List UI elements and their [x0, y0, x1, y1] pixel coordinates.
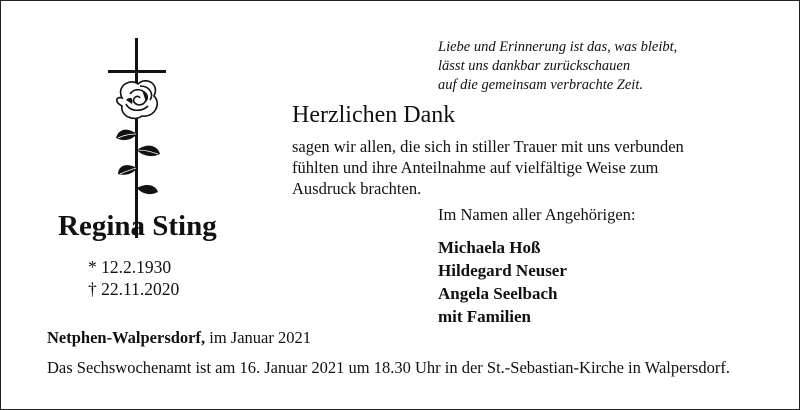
place-date: [47, 328, 311, 348]
signoff: Im Namen aller Angehörigen:: [438, 205, 636, 224]
thanks-body: [292, 136, 684, 199]
deceased-name: Regina Sting: [58, 210, 217, 242]
body-line: Ausdruck brachten.: [292, 179, 422, 198]
cross-rose-icon: [96, 38, 180, 238]
life-dates: [88, 256, 179, 300]
body-line: fühlten und ihre Anteilnahme auf vielfältige Weise zum: [292, 158, 659, 177]
body-line: sagen wir allen, die sich in stiller Trauer mit uns verbunden: [292, 137, 684, 156]
poem-line: auf die gemeinsam verbrachte Zeit.: [438, 77, 643, 93]
family-name: Michaela Hoß: [438, 238, 541, 257]
service-announcement: Das Sechswochenamt ist am 16. Januar 2021 um 18.30 Uhr in der St.-Sebastian-Kirche in Walpersdorf.: [47, 358, 730, 377]
family-name: Angela Seelbach: [438, 284, 558, 303]
poem-line: lässt uns dankbar zurückschauen: [438, 58, 631, 74]
poem: [438, 38, 677, 95]
place-month: im Januar 2021: [205, 328, 311, 347]
place-town: Netphen-Walpersdorf,: [47, 328, 206, 347]
death-date: † 22.11.2020: [88, 279, 180, 299]
family-name: Hildegard Neuser: [438, 261, 567, 280]
thanks-heading: Herzlichen Dank: [292, 102, 456, 128]
family-name: mit Familien: [438, 307, 532, 326]
family-names: [438, 236, 567, 328]
birth-date: * 12.2.1930: [88, 257, 172, 277]
poem-line: Liebe und Erinnerung ist das, was bleibt,: [438, 39, 678, 55]
